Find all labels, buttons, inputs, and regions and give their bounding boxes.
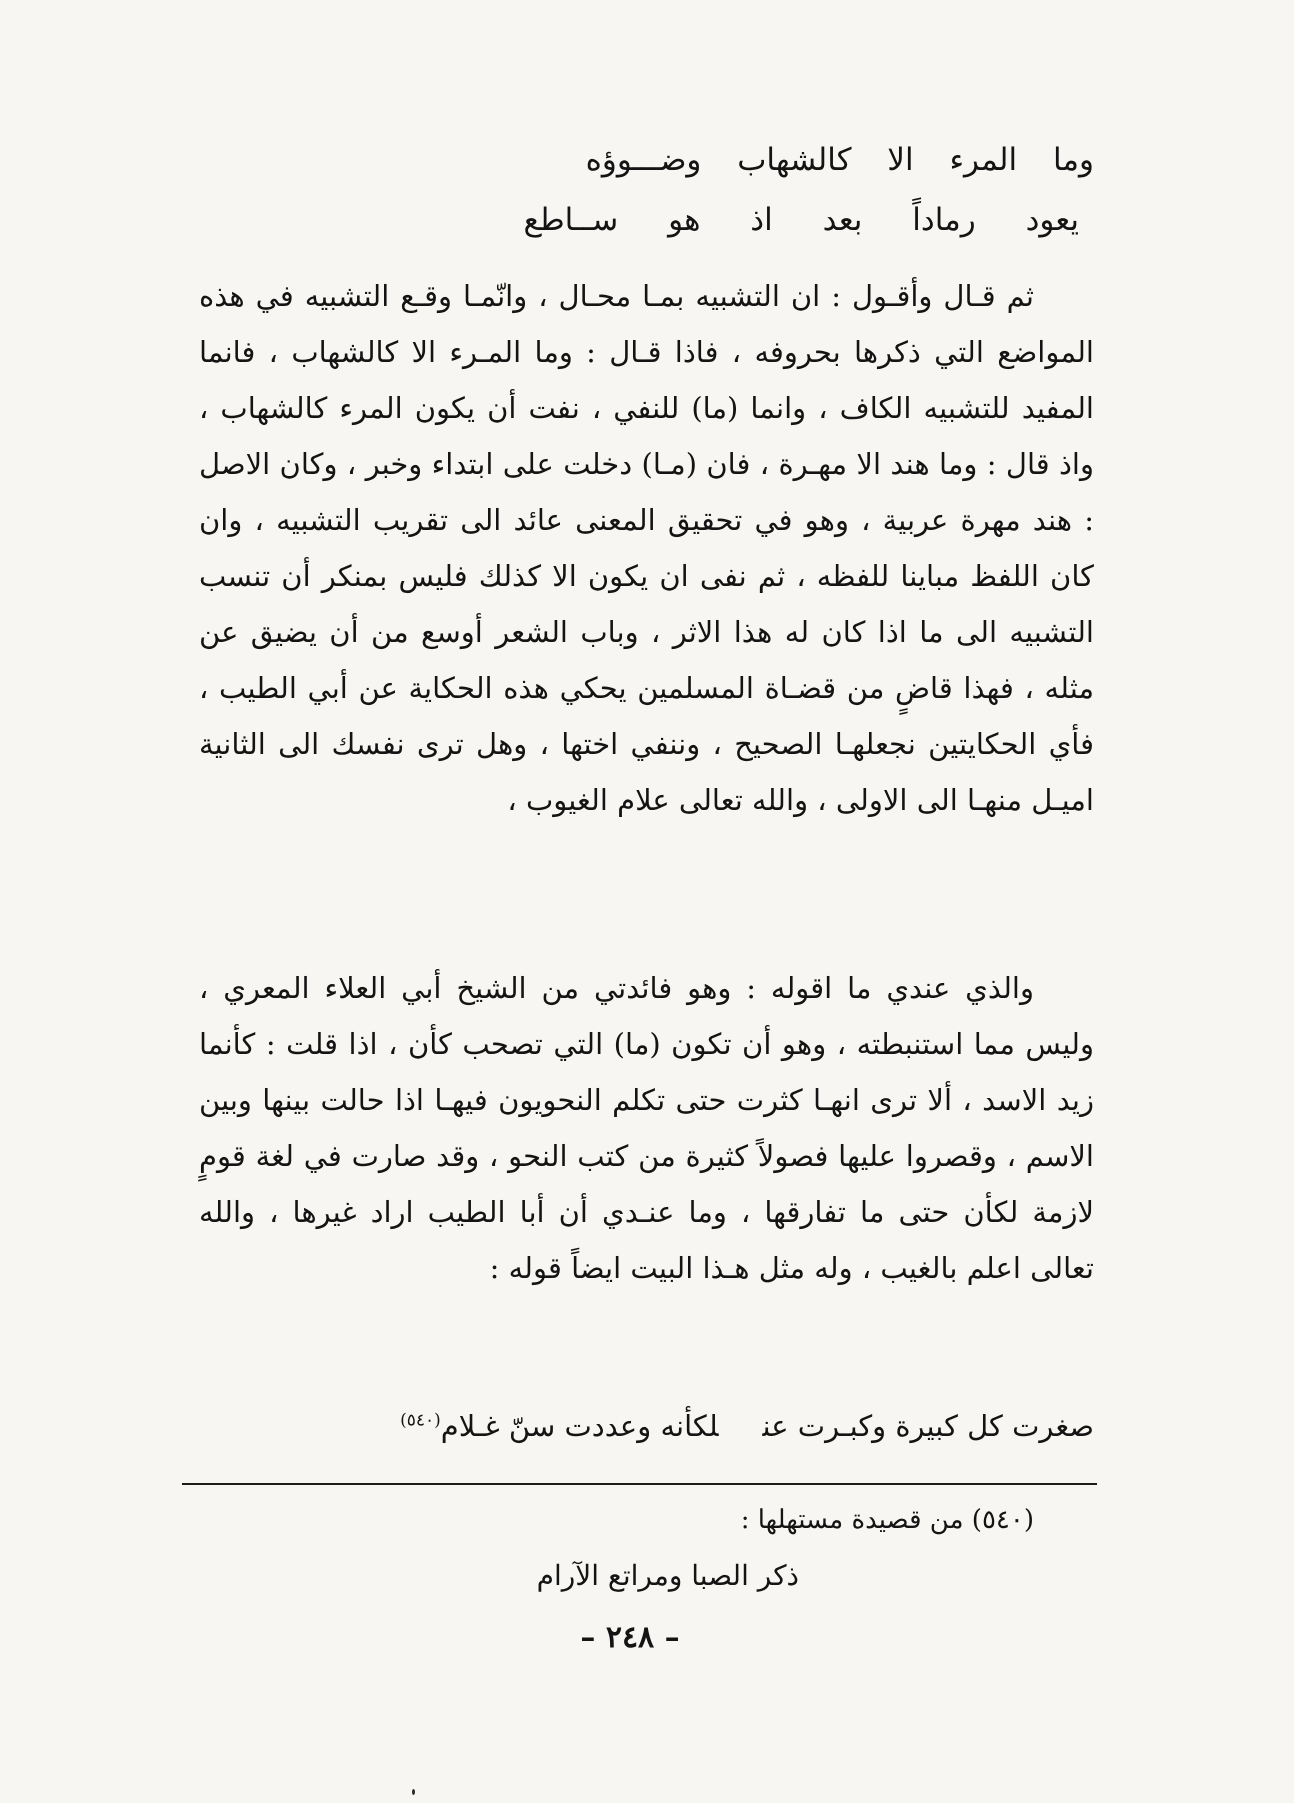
verse-final-hemistich-1: صغرت كل كبيرة وكبـرت عن (762, 1409, 1094, 1443)
verse-final (199, 1404, 1094, 1448)
footnote-divider (182, 1483, 1097, 1485)
paragraph-2: والذي عندي ما اقوله : وهو فائدتي من الشيخ أبي العلاء المعري ، وليس مما استنبطته ، وهو أن تكون (ما) التي تصحب كأن ، اذا قلت : كأنما زيد الاسد ، ألا ترى انهـا كثرت حتى تكلم النحويون فيهـا اذا حالت بينها وبين الاسم ، وقصروا عليها فصولاً كثيرة من كتب النحو ، وقد صارت في لغة قومٍ لازمة لكأن حتى ما تفارقها ، وما عنـدي أن أبا الطيب اراد غيرها ، والله تعالى اعلم بالغيب ، وله مثل هـذا البيت ايضاً قوله : (199, 971, 1094, 1285)
paragraph-1: ثم قـال وأقـول : ان التشبيه بمـا محـال ، وانّمـا وقـع التشبيه في هذه المواضع التي ذكرها بحروفه ، فاذا قـال : وما المـرء الا كالشهاب ، فانما المفيد للتشبيه الكاف ، وانما (ما) للنفي ، نفت أن يكون المرء كالشهاب ، واذ قال : وما هند الا مهـرة ، فان (مـا) دخلت على ابتداء وخبر ، وكان الاصل : هند مهرة عربية ، وهو في تحقيق المعنى عائد الى تقريب التشبيه ، وان كان اللفظ مباينا للفظه ، ثم نفى ان يكون الا كذلك فليس بمنكر أن تنسب التشبيه الى ما اذا كان له هذا الاثر ، وباب الشعر أوسع من أن يضيق عن مثله ، فهذا قاضٍ من قضـاة المسلمين يحكي هذه الحكاية عن أبي الطيب ، فأي الحكايتين نجعلهـا الصحيح ، وننفي اختها ، وهل ترى نفسك الى الثانية اميـل منهـا الى الاولى ، والله تعالى علام الغيوب ، (199, 279, 1094, 817)
footnote-marker: (٥٤٠) (400, 1410, 441, 1431)
verse-opening-line-2: يعود رماداً بعد اذ هو ســاطع (523, 202, 1079, 238)
page-number: – ٢٤٨ – (580, 1620, 680, 1655)
scan-speck (412, 1789, 415, 1795)
footnote-line-2: ذكر الصبا ومراتع الآرام (536, 1559, 799, 1592)
verse-opening-line-1: وما المرء الا كالشهاب وضـــوؤه (585, 142, 1094, 178)
verse-final-hemistich-2: لكأنه وعددت سنّ غـلام (440, 1409, 719, 1443)
footnote-line-1: (٥٤٠) من قصيدة مستهلها : (740, 1505, 1034, 1535)
